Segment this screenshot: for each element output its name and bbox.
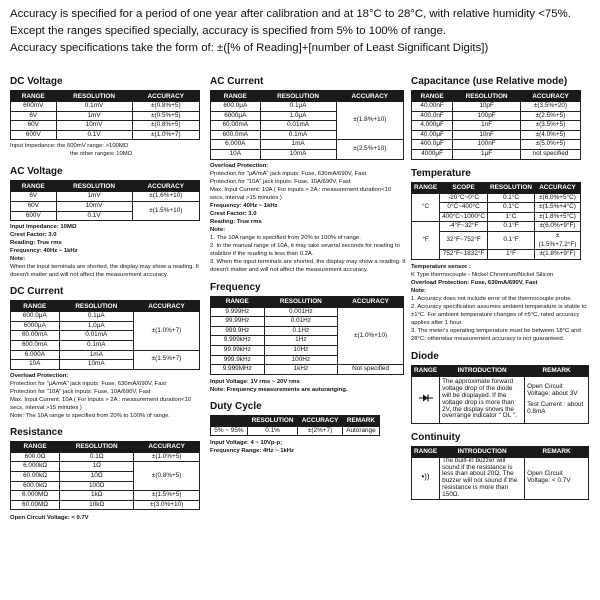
cell: 10A — [11, 360, 60, 370]
cell: 10mA — [59, 360, 133, 370]
cell: 10kΩ — [60, 500, 134, 510]
col-header: ACCURACY — [298, 415, 343, 426]
note-line: 2. Accuracy specification assumes ambient temperature is stable to ±1°C. For ambient temperature changes of ±5°C, rated accuracy applies after 1 hour. — [411, 303, 587, 326]
col-header: RANGE — [412, 91, 453, 102]
col-header: ACCURACY — [336, 91, 403, 102]
note-line: Protection for "μA/mA" jack inputs: Fuse, 630mA/690V, Fast — [210, 170, 367, 177]
cell: ±(2.5%+5) — [520, 111, 580, 121]
diode-table — [411, 365, 589, 424]
note-line: Input Impedance: 10MΩ — [10, 224, 77, 231]
duty-cycle-table — [210, 415, 380, 437]
note-line: Reading: True rms — [210, 218, 262, 225]
continuity-introduction: The built-in buzzer will sound if the resistance is less than about 20Ω. The buzzer will not sound if the resistance is more than 150Ω. — [440, 457, 525, 499]
table-row — [412, 376, 589, 423]
cell: 0.1μA — [260, 102, 336, 112]
cell: not specified — [520, 149, 580, 159]
cell: 600V — [11, 211, 57, 221]
cell: 1.0μA — [59, 321, 133, 331]
col-header: INTRODUCTION — [440, 365, 525, 376]
cell: 60.00mA — [211, 121, 261, 131]
cell: 600mV — [11, 102, 57, 112]
cell: 999.9kHz — [211, 355, 265, 365]
cell: -4°F~32°F — [440, 222, 488, 232]
cell: ±(0.8%+5) — [132, 121, 199, 131]
cell: 1kΩ — [60, 491, 134, 501]
cell: ±(3.5%+5) — [520, 121, 580, 131]
cell: 60V — [11, 121, 57, 131]
cell: 0.1mV — [56, 102, 132, 112]
cell: 1mV — [56, 111, 132, 121]
frequency-title: Frequency — [210, 281, 261, 293]
intro-line: Accuracy is specified for a period of one year after calibration and at 18°C to 28°C, with relative humidity <75%. — [10, 8, 571, 20]
cell: 400.0μF — [412, 140, 453, 150]
capacitance-title: Capacitance (use Relative mode) — [411, 76, 568, 87]
col-header: ACCURACY — [132, 91, 199, 102]
note-line: Crest Factor: 3.0 — [10, 232, 57, 239]
table-row — [11, 500, 200, 510]
note-line: Max. Input Current: 10A ( For inputs > 2A : measurement duration<10 secs, interval >15 minutes ) — [210, 186, 392, 201]
cell: 40.00μF — [412, 130, 453, 140]
note-line: Note: — [210, 226, 226, 233]
continuity-table — [411, 446, 589, 500]
column-right — [411, 76, 597, 500]
ac-current-notes — [210, 162, 406, 274]
cell: 600.0kΩ — [11, 481, 60, 491]
col-header: RESOLUTION — [56, 181, 132, 192]
ac-current-title: AC Current — [210, 76, 264, 87]
cell: 6V — [11, 192, 57, 202]
cell: 100Ω — [60, 481, 134, 491]
cell: 6.000A — [211, 140, 261, 150]
buzzer-icon: •)) — [421, 472, 430, 482]
ac-current-table — [210, 90, 404, 160]
resistance-title: Resistance — [10, 426, 63, 438]
temperature-notes — [411, 263, 597, 343]
cell: 6.000A — [11, 350, 60, 360]
temperature-title: Temperature — [411, 167, 471, 179]
col-header: RANGE — [211, 296, 265, 307]
cell: 100nF — [453, 140, 521, 150]
col-header: RANGE — [412, 446, 440, 457]
dc-current-notes — [10, 372, 202, 420]
column-middle — [210, 76, 406, 455]
cell: 0.1°F — [488, 222, 535, 232]
col-header: REMARK — [342, 415, 379, 426]
note-line: Note: — [411, 287, 427, 294]
cell: 1nF — [453, 121, 521, 131]
cell: 10mV — [56, 201, 132, 211]
cell: 4.000μF — [412, 121, 453, 131]
note-line: Crest Factor: 3.0 — [210, 210, 257, 217]
cell: 0.1% — [247, 426, 297, 436]
unit-fahrenheit: °F — [412, 222, 440, 259]
cell: ±(1.0%+7) — [133, 312, 199, 350]
note-line: Note: Frequency measurements are autoranging. — [210, 386, 348, 393]
cell: 999.9Hz — [211, 326, 265, 336]
intro-line: Accuracy specifications take the form of: ±([% of Reading]+[number of Least Significant Digits]) — [10, 42, 489, 54]
cell: 9.999Hz — [211, 307, 265, 317]
cell: ±(1.0%+7) — [132, 130, 199, 140]
cell: 1Hz — [264, 336, 338, 346]
cell: ±(0.8%+5) — [132, 102, 199, 112]
note-line: Input Impedance: the 600mV range: >100MΩ — [10, 143, 129, 150]
note-line: Frequency Range: 4Hz ~ 1kHz — [210, 448, 294, 455]
note-line: 1. The 10A range is specified from 20% to 100% of range. — [210, 234, 361, 241]
cell: 0.01mA — [59, 331, 133, 341]
table-row — [11, 452, 200, 462]
duty-cycle-title: Duty Cycle — [210, 400, 262, 412]
note-line: Overload Protection: Fuse, 630mA/690V, Fast — [411, 279, 538, 286]
table-row — [11, 491, 200, 501]
intro-line: Except the ranges specified specially, accuracy is specified from 5% to 100% of range. — [10, 25, 447, 37]
note-line: Input Voltage: 4 ~ 10Vp-p; — [210, 440, 283, 447]
cell: ±(1.8%+9°F) — [534, 250, 580, 260]
note-line: Max. Input Current: 10A ( For inputs > 2A : measurement duration<10 secs, interval >15 minutes ) — [10, 396, 192, 411]
note-line: 1. Accuracy does not include error of the thermocouple probe. — [411, 295, 573, 302]
cell: 10mA — [260, 149, 336, 159]
cell: 1mA — [260, 140, 336, 150]
cell: 10pF — [453, 102, 521, 112]
note-line: Frequency: 40Hz ~ 1kHz — [10, 248, 78, 255]
cell: 0.1V — [56, 211, 132, 221]
cell: 0.1°C — [488, 203, 535, 213]
cell: 600.0Ω — [11, 452, 60, 462]
note-line: Overload Protection: — [10, 372, 69, 379]
note-line: Note: The 10A range is specified from 20% to 100% of range. — [10, 412, 171, 419]
temperature-table — [411, 182, 581, 260]
cell: 0.1mA — [59, 340, 133, 350]
diode-remark-voltage: Open Circuit Voltage: about 3V — [527, 383, 578, 397]
table-row — [11, 462, 200, 472]
col-header: ACCURACY — [134, 441, 200, 452]
table-row — [211, 307, 404, 317]
col-header: RANGE — [412, 182, 440, 193]
table-row — [211, 140, 404, 150]
ac-voltage-table — [10, 180, 200, 221]
table-row — [11, 130, 200, 140]
note-line: Reading: True rms — [10, 240, 62, 247]
frequency-table — [210, 296, 404, 375]
col-header: RANGE — [11, 181, 57, 192]
note-line: Protection for "μA/mA" jack inputs: Fuse, 630mA/690V, Fast — [10, 380, 167, 387]
cell: 600.0μA — [11, 312, 60, 322]
frequency-notes — [210, 378, 406, 394]
col-header: RANGE — [211, 91, 261, 102]
continuity-title: Continuity — [411, 431, 461, 443]
ac-voltage-title: AC Voltage — [10, 166, 63, 178]
cell: 10Ω — [60, 471, 134, 481]
cell: ±(4.0%+5) — [520, 130, 580, 140]
note-line: Overload Protection: — [210, 162, 269, 169]
col-header: RANGE — [11, 91, 57, 102]
cell: 5% ~ 95% — [211, 426, 248, 436]
table-row — [412, 222, 581, 232]
cell: 99.99Hz — [211, 317, 265, 327]
col-header: ACCURACY — [133, 301, 199, 312]
cell: 4000μF — [412, 149, 453, 159]
cell: 600V — [11, 130, 57, 140]
continuity-remark: Open Circuit Voltage: < 0.7V — [525, 457, 589, 499]
cell: 600.0mA — [211, 130, 261, 140]
table-row — [11, 350, 200, 360]
note-line: 3. When the input terminals are shorted, the display may show a reading. It doesn't matter and will not affect the measurement accuracy. — [210, 258, 406, 273]
col-header: RESOLUTION — [60, 441, 134, 452]
cell: 6V — [11, 111, 57, 121]
table-row — [11, 102, 200, 112]
cell: 0.1V — [56, 130, 132, 140]
cell: 60.00kΩ — [11, 471, 60, 481]
cell: 0°C~400°C — [440, 203, 488, 213]
dc-current-title: DC Current — [10, 286, 64, 298]
col-header: REMARK — [525, 365, 589, 376]
col-header: INTRODUCTION — [440, 446, 525, 457]
cell: 9.999kHz — [211, 336, 265, 346]
note-line: Note: — [10, 256, 26, 263]
cell: 10Hz — [264, 345, 338, 355]
cell: ±(3.5%+20) — [520, 102, 580, 112]
col-header: RANGE — [412, 365, 440, 376]
cell: 9.999MHz — [211, 365, 265, 375]
cell: ±(2%+7) — [298, 426, 343, 436]
table-row — [412, 140, 581, 150]
note-line: 3. The meter's operating temperature must be between 18°C and 28°C; otherwise measurement accuracy is not guaranteed. — [411, 327, 581, 342]
col-header: RANGE — [11, 301, 60, 312]
diode-title: Diode — [411, 350, 439, 362]
cell: 400.0nF — [412, 111, 453, 121]
unit-celsius: °C — [412, 193, 440, 222]
cell: 1.0μA — [260, 111, 336, 121]
cell: ±(1.5%+7) — [133, 350, 199, 369]
table-row — [412, 193, 581, 203]
cell: ±(2.5%+10) — [336, 140, 403, 159]
note-line: Protection for "10A" jack inputs: Fuse, 10A/690V, Fast — [10, 388, 151, 395]
note-line: Protection for "10A" jack inputs: Fuse, 10A/690V, Fast — [210, 178, 351, 185]
col-header — [211, 415, 248, 426]
cell: 1kHz — [264, 365, 338, 375]
table-row — [11, 192, 200, 202]
table-row — [412, 121, 581, 131]
cell: ±(1.0%+10) — [338, 307, 404, 365]
duty-cycle-notes — [210, 439, 406, 455]
table-row — [11, 312, 200, 322]
note-line: 2. In the manual range of 10A, it may take several seconds for reading to stabilize if the reading is less than 0.2A. — [210, 242, 400, 257]
dc-voltage-table — [10, 90, 200, 140]
note-line: When the input terminals are shorted, the display may show a reading. It doesn't matter and will not affect the measurement accuracy. — [10, 264, 199, 279]
cell: 0.1μA — [59, 312, 133, 322]
cell: 10A — [211, 149, 261, 159]
cell: 60V — [11, 201, 57, 211]
col-header: RESOLUTION — [56, 91, 132, 102]
cell: 600.0mA — [11, 340, 60, 350]
ac-voltage-notes — [10, 223, 202, 279]
cell: 0.001Hz — [264, 307, 338, 317]
col-header: ACCURACY — [132, 181, 199, 192]
cell: 0.01mA — [260, 121, 336, 131]
table-row — [211, 426, 380, 436]
cell: 100pF — [453, 111, 521, 121]
cell: ±(6.0%+5°C) — [534, 193, 580, 203]
cell: ±(0.8%+5) — [134, 462, 200, 491]
table-row — [211, 102, 404, 112]
col-header: RANGE — [11, 441, 60, 452]
table-row — [412, 130, 581, 140]
cell: ±(6.0%+9°F) — [534, 222, 580, 232]
cell: ±(1.5%+10) — [132, 201, 199, 220]
cell: 10mV — [56, 121, 132, 131]
cell: 600.0μA — [211, 102, 261, 112]
note-line: Input Voltage: 1V rms ~ 20V rms — [210, 378, 300, 385]
cell: 0.1°C — [488, 193, 535, 203]
cell: ±(1.5%+4°C) — [534, 203, 580, 213]
cell: 32°F~752°F — [440, 231, 488, 249]
col-header: RESOLUTION — [264, 296, 338, 307]
cell: 6000μA — [11, 321, 60, 331]
cell: ±(1.8%+5°C) — [534, 212, 580, 222]
table-row — [412, 111, 581, 121]
table-row — [412, 457, 589, 499]
cell: ±(1.8%+10) — [336, 102, 403, 140]
note-line: K Type thermocouple - Nickel Chromium/Nickel Silicon — [411, 271, 554, 278]
table-row — [11, 121, 200, 131]
cell: 100Hz — [264, 355, 338, 365]
cell: ±(1.6%+10) — [132, 192, 199, 202]
cell: 0.01Hz — [264, 317, 338, 327]
table-row — [11, 201, 200, 211]
col-header: RESOLUTION — [260, 91, 336, 102]
cell: 60.00MΩ — [11, 500, 60, 510]
diode-remark-current: Test Current : about 0.8mA — [527, 400, 584, 415]
cell: 60.00mA — [11, 331, 60, 341]
cell: 1°F — [488, 250, 535, 260]
col-header: REMARK — [525, 446, 589, 457]
cell: 1Ω — [60, 462, 134, 472]
cell: 400°C~1000°C — [440, 212, 488, 222]
cell: 1°C — [488, 212, 535, 222]
cell: 1μF — [453, 149, 521, 159]
resistance-notes — [10, 514, 202, 522]
cell: 1mA — [59, 350, 133, 360]
col-header: ACCURACY — [534, 182, 580, 193]
note-line: Temperature sensor : — [411, 263, 471, 270]
diode-icon — [419, 394, 433, 402]
dc-voltage-notes — [10, 142, 202, 158]
cell: ±(1.5%+7.2°F) — [534, 231, 580, 249]
cell: 752°F~1832°F — [440, 250, 488, 260]
cell: 0.1°F — [488, 231, 535, 249]
col-header: RESOLUTION — [453, 91, 521, 102]
cell: 99.99kHz — [211, 345, 265, 355]
note-line: Open Circuit Voltage: < 0.7V — [10, 515, 89, 522]
table-row — [412, 102, 581, 112]
cell: 0.1Ω — [60, 452, 134, 462]
dc-voltage-title: DC Voltage — [10, 76, 63, 87]
cell: ±(0.5%+5) — [132, 111, 199, 121]
cell: 6.000kΩ — [11, 462, 60, 472]
resistance-table — [10, 441, 200, 511]
cell: 6.000MΩ — [11, 491, 60, 501]
col-header: RESOLUTION — [59, 301, 133, 312]
col-header: SCOPE — [440, 182, 488, 193]
cell: 6000μA — [211, 111, 261, 121]
cell: Autorange — [342, 426, 379, 436]
note-line: the other ranges: 10MΩ — [70, 151, 133, 158]
dc-current-table — [10, 300, 200, 370]
diode-introduction: The approximate forward voltage drop of the diode will be displayed. If the voltage drop is more than 2V, the display shows the overrange indicator " OL ". — [440, 376, 525, 423]
table-row — [211, 365, 404, 375]
cell: Not specified — [338, 365, 404, 375]
cell: 40.00nF — [412, 102, 453, 112]
cell: ±(5.0%+5) — [520, 140, 580, 150]
cell: 10nF — [453, 130, 521, 140]
note-line: Frequency: 40Hz ~ 1kHz — [210, 202, 278, 209]
col-header: RESOLUTION — [247, 415, 297, 426]
intro-block — [10, 6, 595, 57]
cell: -20°C~0°C — [440, 193, 488, 203]
capacitance-table — [411, 90, 581, 160]
table-row — [412, 149, 581, 159]
cell: ±(1.0%+5) — [134, 452, 200, 462]
cell: 1mV — [56, 192, 132, 202]
col-header: ACCURACY — [338, 296, 404, 307]
cell: 0.1Hz — [264, 326, 338, 336]
cell: ±(3.0%+10) — [134, 500, 200, 510]
table-row — [11, 111, 200, 121]
column-left — [10, 76, 202, 522]
cell: ±(1.5%+5) — [134, 491, 200, 501]
col-header: ACCURACY — [520, 91, 580, 102]
col-header: RESOLUTION — [488, 182, 535, 193]
cell: 0.1mA — [260, 130, 336, 140]
